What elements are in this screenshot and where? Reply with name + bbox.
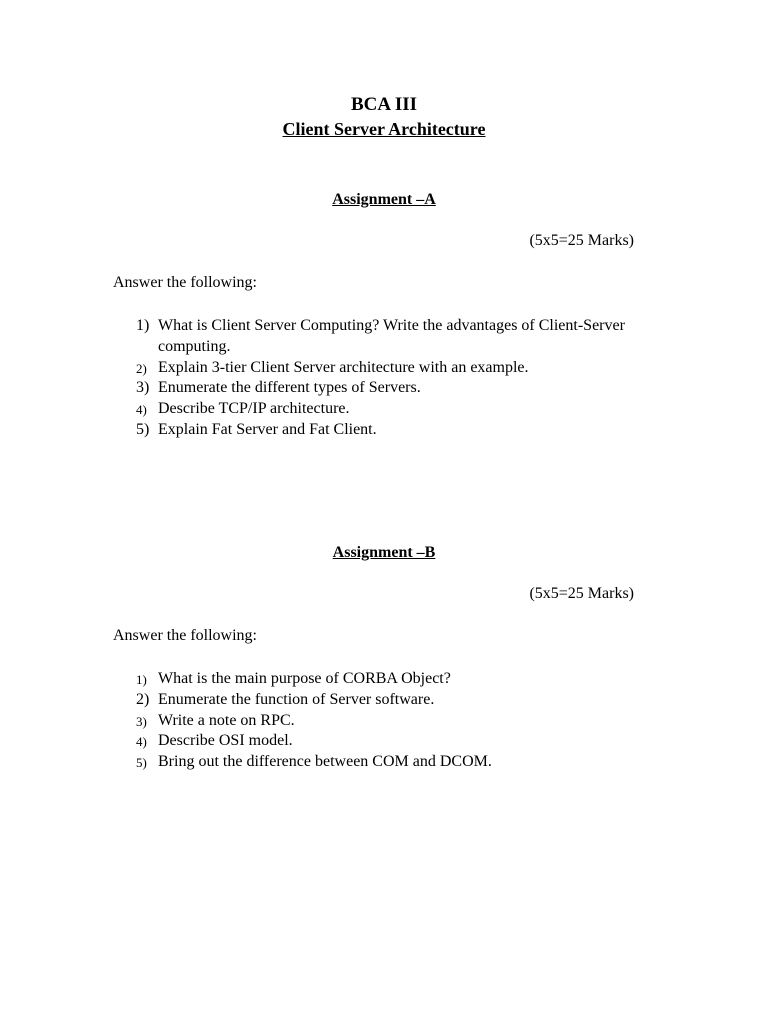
question-item [113,316,643,358]
question-number: 3) [136,379,150,397]
question-text: What is the main purpose of CORBA Object? [158,670,451,687]
question-text: Bring out the difference between COM and DCOM. [158,753,492,771]
question-text: Explain Fat Server and Fat Client. [158,420,377,438]
question-number: 1) [136,672,147,687]
assignment-b-question-list [113,669,643,773]
assignment-b-title: Assignment –B [332,544,436,561]
question-number: 4) [136,402,147,418]
question-item [113,420,643,441]
assignment-a-question-list [113,316,643,441]
question-item [113,399,643,420]
question-number: 5) [136,420,150,438]
question-number: 1) [136,317,150,334]
question-number: 5) [136,755,147,771]
question-text: Describe OSI model. [158,732,293,750]
question-item [113,752,643,773]
question-number: 3) [136,713,147,729]
question-text: Explain 3-tier Client Server architecture with an example. [158,358,529,376]
assignment-a-instruction: Answer the following: [113,274,257,291]
subject-title: Client Server Architecture [282,119,486,139]
question-text: Enumerate the function of Server software. [158,690,435,708]
question-item [113,731,643,752]
question-item [113,711,643,732]
question-number: 2) [136,360,147,376]
assignment-a-title: Assignment –A [332,191,436,208]
question-item [113,378,643,399]
question-number: 2) [136,690,150,708]
question-text: Describe TCP/IP architecture. [158,400,350,418]
question-text: Enumerate the different types of Servers. [158,379,421,397]
question-item [113,669,643,690]
assignment-a-marks: (5x5=25 Marks) [529,232,634,249]
course-title: BCA III [351,94,417,115]
question-item [113,358,643,379]
assignment-b-marks: (5x5=25 Marks) [529,585,634,602]
assignment-b-instruction: Answer the following: [113,627,257,644]
question-item [113,690,643,711]
question-number: 4) [136,734,147,750]
question-text: What is Client Server Computing? Write the advantages of Client-Server computing. [158,317,625,355]
question-text: Write a note on RPC. [158,711,295,729]
